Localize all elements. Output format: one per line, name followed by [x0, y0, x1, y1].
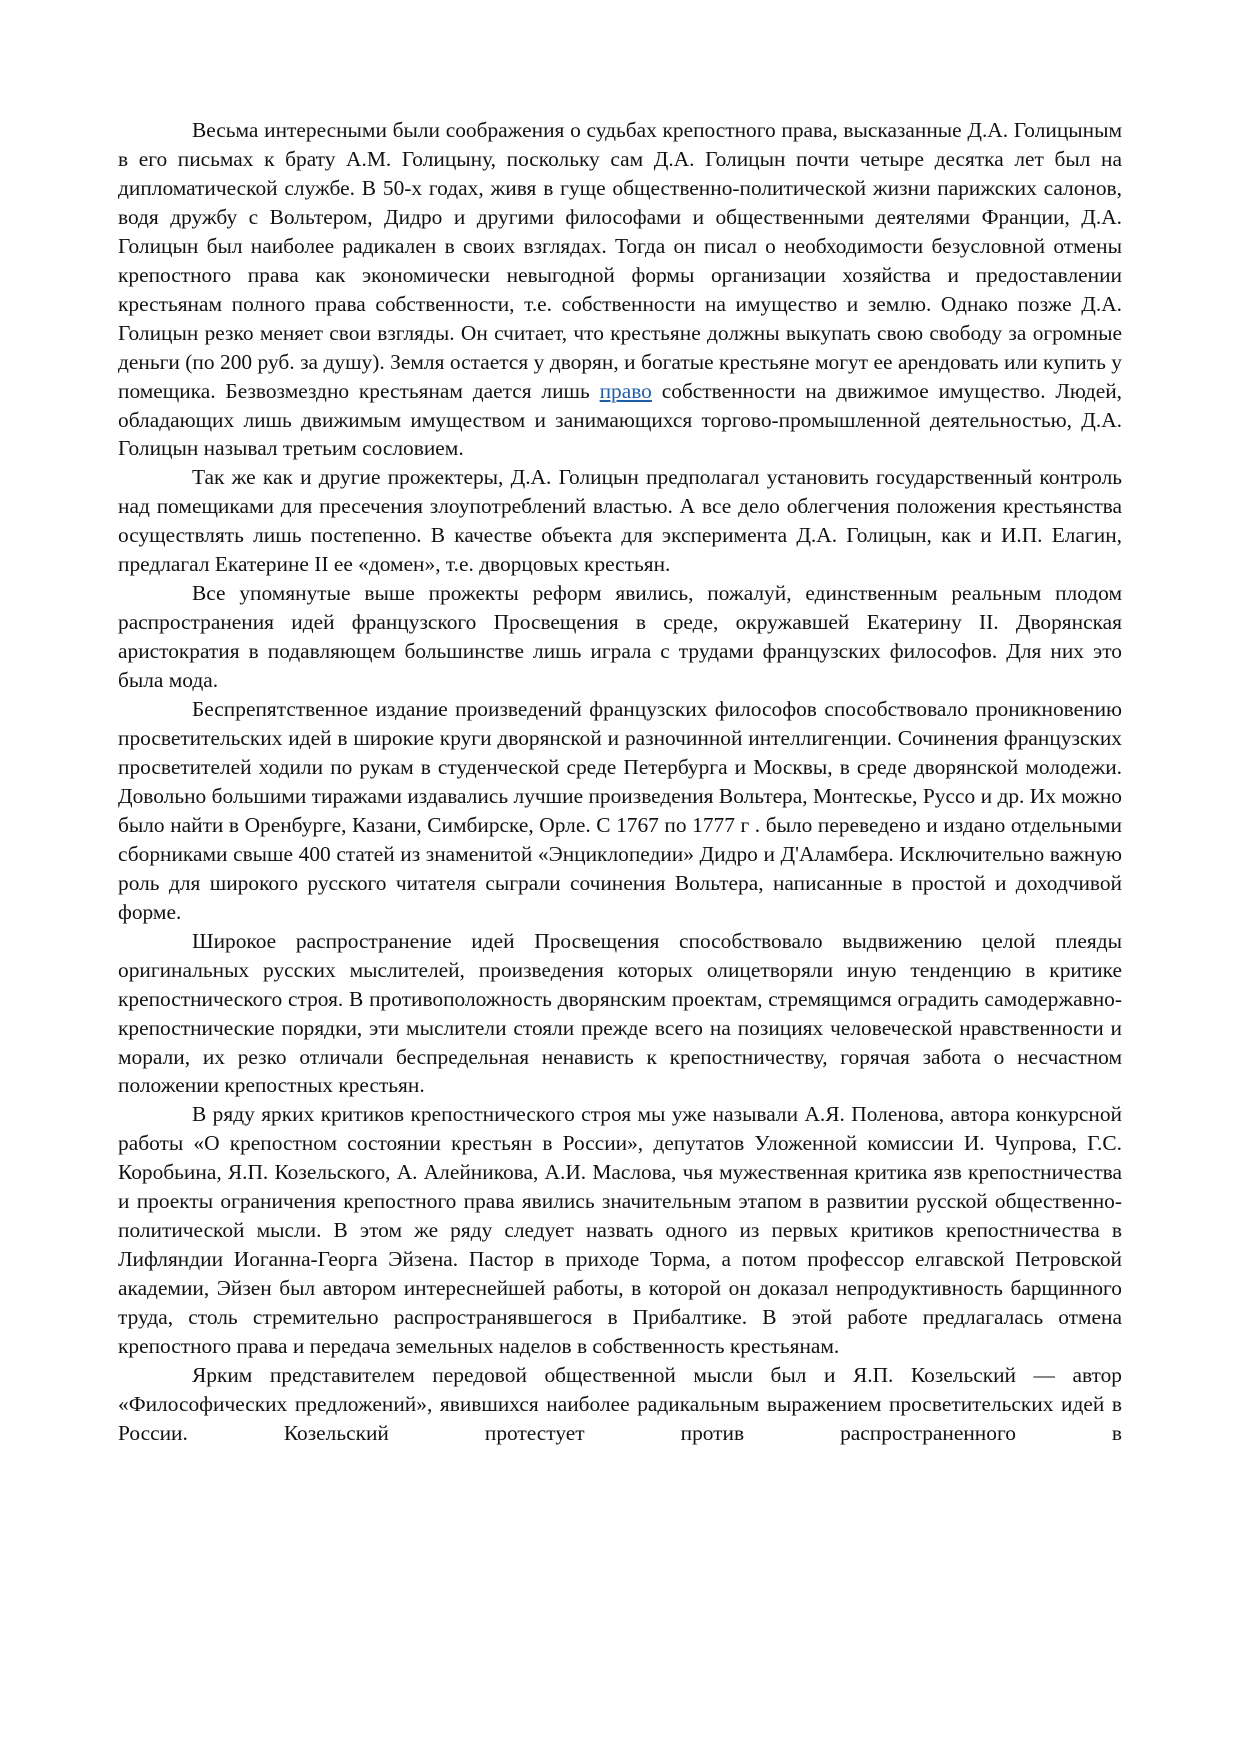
paragraph-kozelsky: Ярким представителем передовой общественной мысли был и Я.П. Козельский — автор «Философических предложений», явившихся наиболее радикальным выражением просветительских идей в России. Козельский протестует против распространенного в: [118, 1362, 1122, 1445]
paragraph-text: собственности на движимое имущество. Людей, обладающих лишь движимым имуществом и занимающихся торгово-промышленной деятельностью, Д.А. Голицын называл третьим сословием.: [118, 378, 1122, 461]
paragraph-golitsyn-views: [118, 116, 1122, 463]
paragraph-text: Весьма интересными были соображения о судьбах крепостного права, высказанные Д.А. Голицыным в его письмах к брату А.М. Голицыну, поскольку сам Д.А. Голицын почти четыре десятка лет был на дипломатической службе. В 50-х годах, живя в гуще общественно-политической жизни парижских салонов, водя дружбу с Вольтером, Дидро и другими философами и общественными деятелями Франции, Д.А. Голицын был наиболее радикален в своих взглядах. Тогда он писал о необходимости безусловной отмены крепостного права как экономически невыгодной формы организации хозяйства и предоставлении крестьянам полного права собственности, т.е. собственности на имущество и землю. Однако позже Д.А. Голицын резко меняет свои взгляды. Он считает, что крестьяне должны выкупать свою свободу за огромные деньги (по 200 руб. за душу). Земля остается у дворян, и богатые крестьяне могут ее арендовать или купить у помещика. Безвозмездно крестьянам дается лишь: [118, 118, 1122, 403]
pravo-link[interactable]: право: [599, 378, 652, 403]
paragraph-projectors: Так же как и другие прожектеры, Д.А. Голицын предполагал установить государственный контроль над помещиками для пресечения злоупотреблений властью. А все дело облегчения положения крестьянства осуществлять лишь постепенно. В качестве объекта для эксперимента Д.А. Голицын, как и И.П. Елагин, предлагал Екатерине II ее «домен», т.е. дворцовых крестьян.: [118, 465, 1122, 577]
document-page: [118, 116, 1122, 1448]
paragraph-critics: В ряду ярких критиков крепостнического строя мы уже называли А.Я. Поленова, автора конкурсной работы «О крепостном состоянии крестьян в России», депутатов Уложенной комиссии И. Чупрова, Г.С. Коробьина, Я.П. Козельского, А. Алейникова, А.И. Маслова, чья мужественная критика язв крепостничества и проекты ограничения крепостного права явились значительным этапом в развитии русской общественно-политической мысли. В этом же ряду следует назвать одного из первых критиков крепостничества в Лифляндии Иоганна-Георга Эйзена. Пастор в приходе Торма, а потом профессор елгавской Петровской академии, Эйзен был автором интереснейшей работы, в которой он доказал непродуктивность барщинного труда, столь стремительно распространявшегося в Прибалтике. В этой работе предлагалась отмена крепостного права и передача земельных наделов в собственность крестьянам.: [118, 1102, 1122, 1359]
paragraph-publishing: Беспрепятственное издание произведений французских философов способствовало проникновению просветительских идей в широкие круги дворянской и разночинной интеллигенции. Сочинения французских просветителей ходили по рукам в студенческой среде Петербурга и Москвы, в среде дворянской молодежи. Довольно большими тиражами издавались лучшие произведения Вольтера, Монтескье, Руссо и др. Их можно было найти в Оренбурге, Казани, Симбирске, Орле. С 1767 по 1777 г . было переведено и издано отдельными сборниками свыше 400 статей из знаменитой «Энциклопедии» Дидро и Д'Аламбера. Исключительно важную роль для широкого русского читателя сыграли сочинения Вольтера, написанные в простой и доходчивой форме.: [118, 697, 1122, 924]
paragraph-enlightenment-fruit: Все упомянутые выше прожекты реформ явились, пожалуй, единственным реальным плодом распространения идей французского Просвещения в среде, окружавшей Екатерину II. Дворянская аристократия в подавляющем большинстве лишь играла с трудами французских философов. Для них это была мода.: [118, 581, 1122, 693]
paragraph-russian-thinkers: Широкое распространение идей Просвещения способствовало выдвижению целой плеяды оригинальных русских мыслителей, произведения которых олицетворяли иную тенденцию в критике крепостнического строя. В противоположность дворянским проектам, стремящимся оградить самодержавно-крепостнические порядки, эти мыслители стояли прежде всего на позициях человеческой нравственности и морали, их резко отличали беспредельная ненависть к крепостничеству, горячая забота о несчастном положении крепостных крестьян.: [118, 928, 1122, 1098]
